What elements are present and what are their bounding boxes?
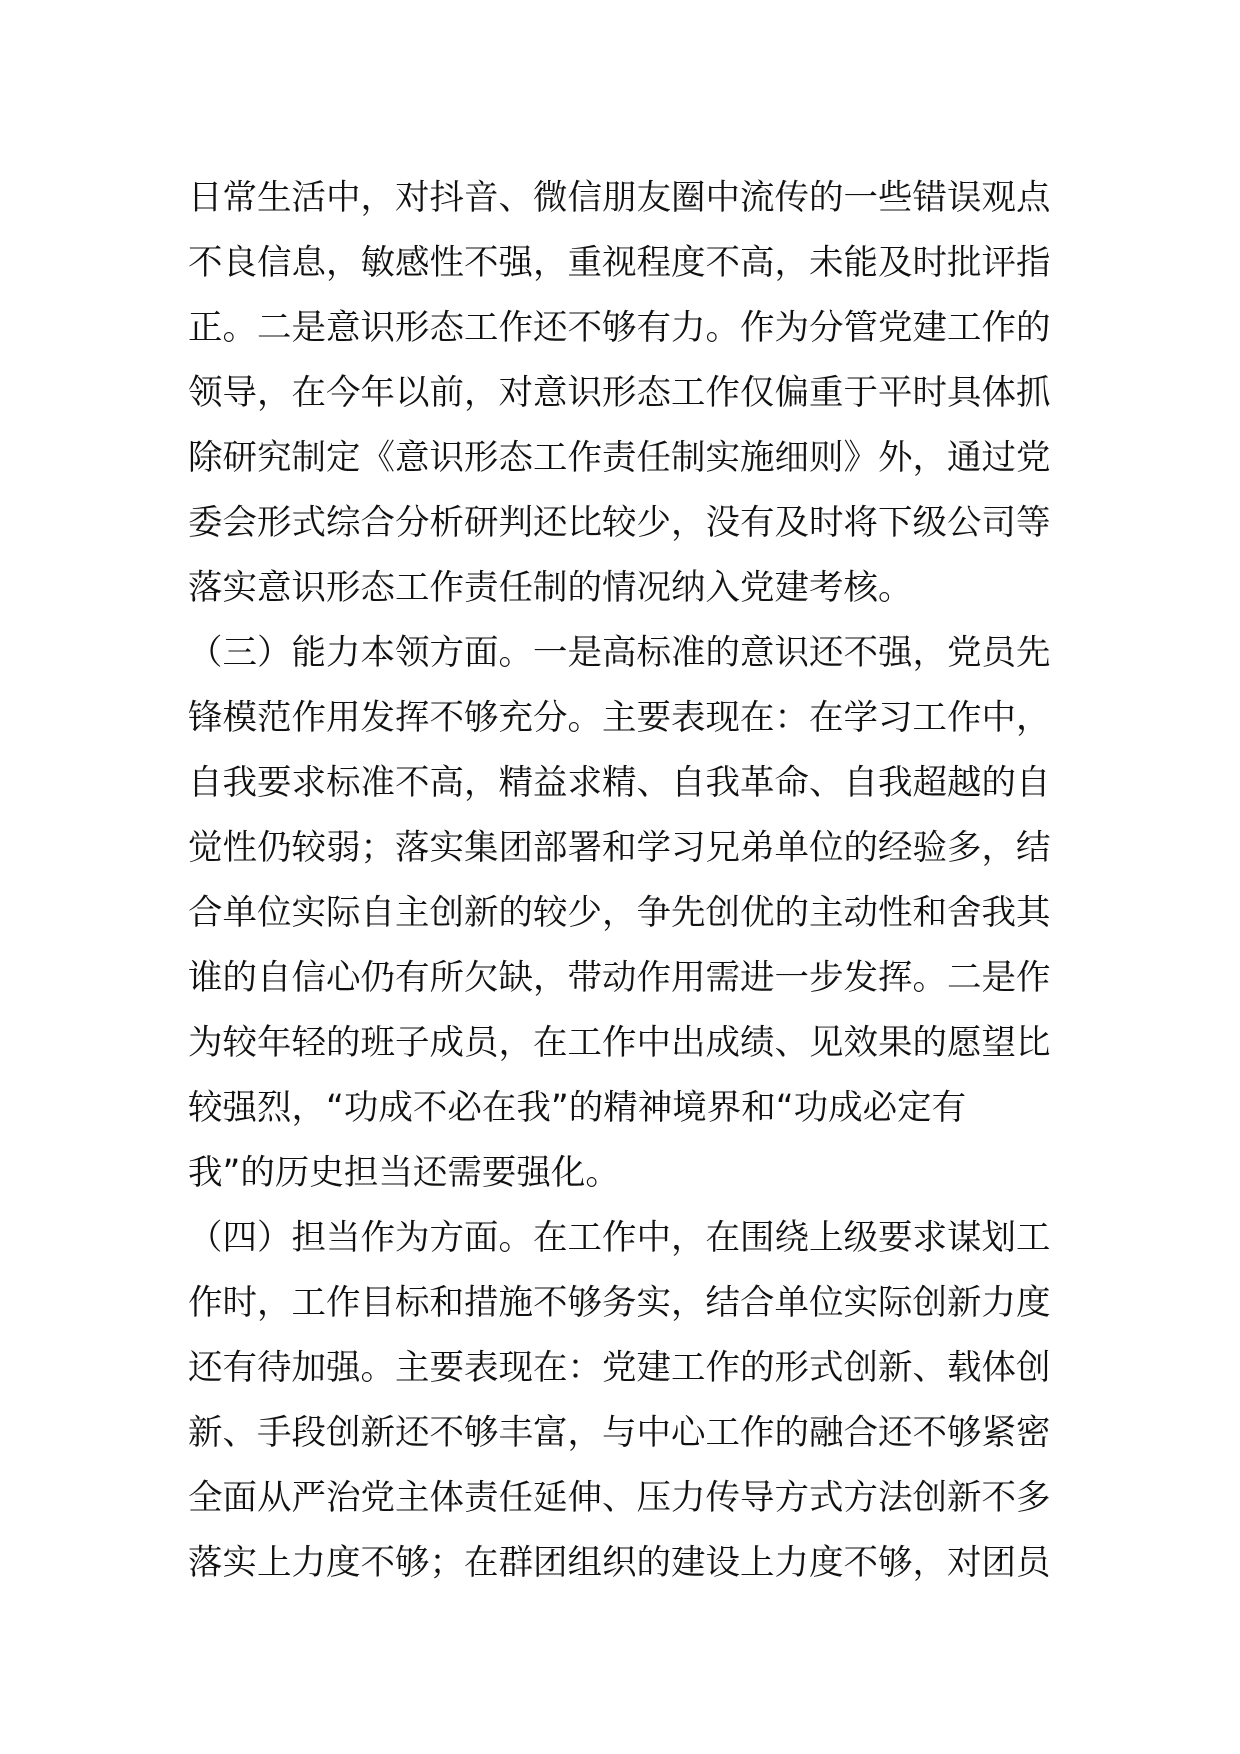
text-line: 锋模范作用发挥不够充分。主要表现在：在学习工作中， — [188, 698, 1051, 738]
text-line: 还有待加强。主要表现在：党建工作的形式创新、载体创 — [188, 1348, 1051, 1388]
text-line: 较强烈，“功成不必在我”的精神境界和“功成必定有 — [188, 1088, 967, 1128]
text-line: 谁的自信心仍有所欠缺，带动作用需进一步发挥。二是作 — [188, 958, 1051, 998]
text-line: 合单位实际自主创新的较少，争先创优的主动性和舍我其 — [188, 893, 1051, 933]
text-line: 觉性仍较弱；落实集团部署和学习兄弟单位的经验多，结 — [188, 828, 1051, 868]
text-line: 自我要求标准不高，精益求精、自我革命、自我超越的自 — [188, 763, 1051, 803]
text-line: 委会形式综合分析研判还比较少，没有及时将下级公司等 — [188, 503, 1051, 543]
text-line: 新、手段创新还不够丰富，与中心工作的融合还不够紧密 — [188, 1413, 1051, 1453]
text-line: 除研究制定《意识形态工作责任制实施细则》外，通过党 — [188, 438, 1051, 478]
body-text — [188, 166, 1068, 1596]
section-heading-line: （四）担当作为方面。在工作中，在围绕上级要求谋划工 — [188, 1218, 1051, 1258]
text-line: 不良信息，敏感性不强，重视程度不高，未能及时批评指 — [188, 243, 1051, 283]
section-heading-line: （三）能力本领方面。一是高标准的意识还不强，党员先 — [188, 633, 1051, 673]
text-line: 落实上力度不够；在群团组织的建设上力度不够，对团员 — [188, 1543, 1051, 1583]
text-line: 为较年轻的班子成员，在工作中出成绩、见效果的愿望比 — [188, 1023, 1051, 1063]
text-line: 落实意识形态工作责任制的情况纳入党建考核。 — [188, 568, 913, 608]
text-line: 领导，在今年以前，对意识形态工作仅偏重于平时具体抓 — [188, 373, 1051, 413]
text-line: 日常生活中，对抖音、微信朋友圈中流传的一些错误观点 — [188, 178, 1051, 218]
text-line: 我”的历史担当还需要强化。 — [188, 1153, 620, 1193]
text-line: 正。二是意识形态工作还不够有力。作为分管党建工作的 — [188, 308, 1051, 348]
text-line: 作时，工作目标和措施不够务实，结合单位实际创新力度 — [188, 1283, 1051, 1323]
text-line: 全面从严治党主体责任延伸、压力传导方式方法创新不多 — [188, 1478, 1051, 1518]
